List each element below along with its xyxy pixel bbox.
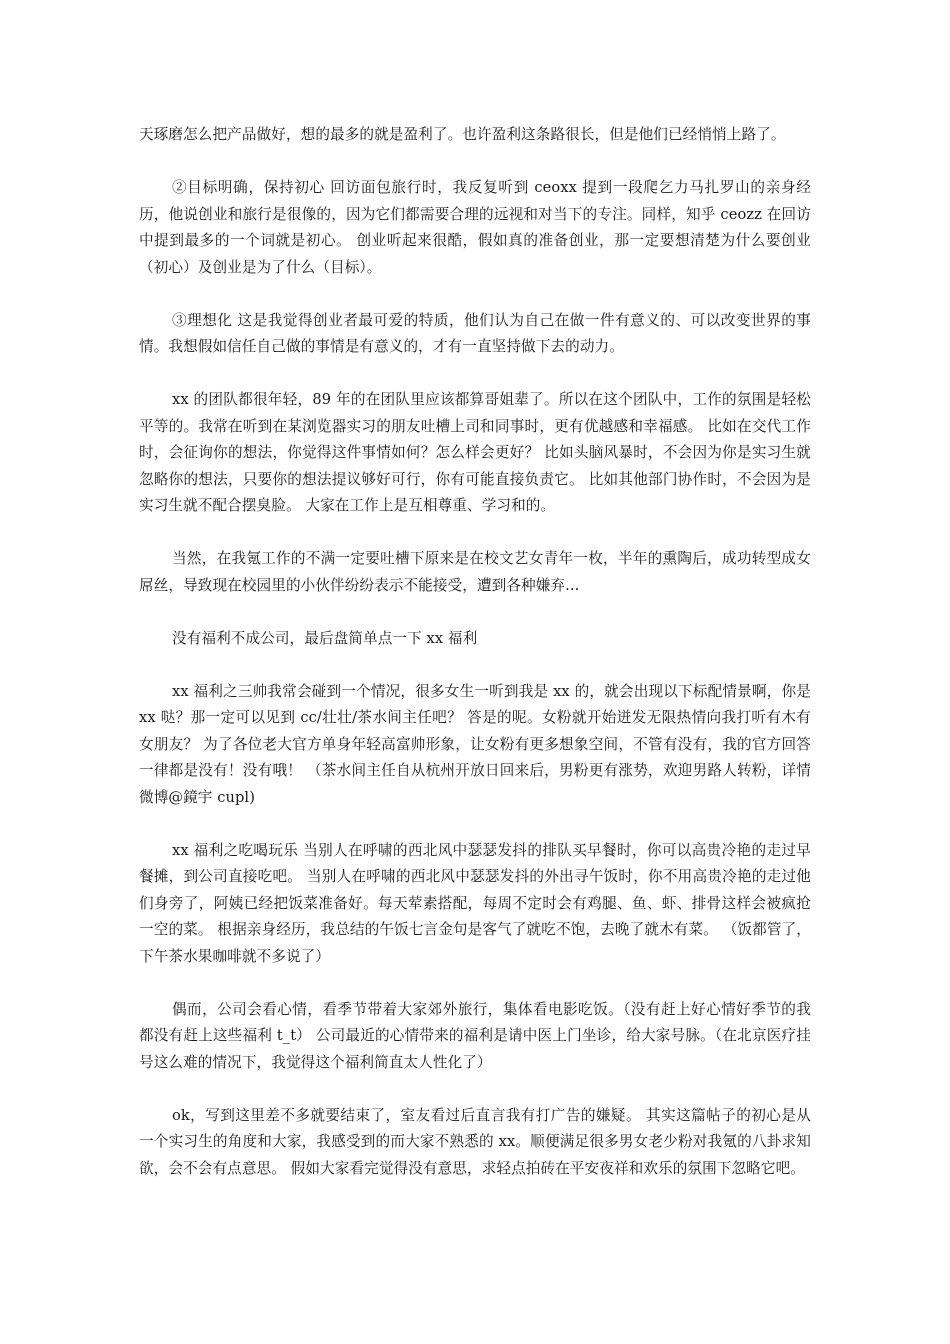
document-body — [139, 122, 811, 1209]
paragraph-welfare-intro: 没有福利不成公司，最后盘简单点一下 xx 福利 — [172, 629, 478, 647]
paragraph-closing: ok，写到这里差不多就要结束了，室友看过后直言我有打广告的嫌疑。 其实这篇帖子的初心是从一个实习生的角度和大家，我感受到的而大家不熟悉的 xx。顺便满足很多男女老少粉对我氪的八卦求知欲，会不会有点意思。 假如大家看完觉得没有意思，求轻点拍砖在平安夜祥和欢乐的氛围下忽略它吧。 — [139, 1106, 811, 1177]
paragraph-welfare-trips: 偶而，公司会看心情，看季节带着大家郊外旅行，集体看电影吃饭。（没有赶上好心情好季节的我都没有赶上这些福利 t_t） 公司最近的心情带来的福利是请中医上门坐诊，给大家号脉。（在北京医疗挂号这么难的情况下，我觉得这个福利简直太人性化了） — [139, 1000, 811, 1071]
paragraph-welfare-handsome: xx 福利之三帅我常会碰到一个情况，很多女生一听到我是 xx 的，就会出现以下标配情景啊，你是 xx 哒？那一定可以见到 cc/壮壮/茶水间主任吧？ 答是的呢。女粉就开始迸发无限热情向我打听有木有女朋友？ 为了各位老大官方单身年轻高富帅形象，让女粉有更多想象空间，不管有没有，我的官方回答一律都是没有！没有哦！ （茶水间主任自从杭州开放日回来后，男粉更有涨势，欢迎男路人转粉，详情微博@鏡宇 cupl) — [139, 682, 811, 806]
paragraph-welfare-food: xx 福利之吃喝玩乐 当别人在呼啸的西北风中瑟瑟发抖的排队买早餐时，你可以高贵冷艳的走过早餐摊，到公司直接吃吧。 当别人在呼啸的西北风中瑟瑟发抖的外出寻午饭时，你不用高贵冷艳的走过他们身旁了，阿姨已经把饭菜准备好。每天荤素搭配，每周不定时会有鸡腿、鱼、虾、排骨这样会被疯抢一空的菜。 根据亲身经历，我总结的午饭七言金句是客气了就吃不饱，去晚了就木有菜。 （饭都管了，下午茶水果咖啡就不多说了） — [139, 841, 811, 965]
paragraph-complaint: 当然，在我氪工作的不满一定要吐槽下原来是在校文艺女青年一枚，半年的熏陶后，成功转型成女屌丝，导致现在校园里的小伙伴纷纷表示不能接受，遭到各种嫌弃... — [139, 550, 811, 594]
paragraph-continued: 天琢磨怎么把产品做好，想的最多的就是盈利了。也许盈利这条路很长，但是他们已经悄悄上路了。 — [139, 126, 786, 143]
paragraph-team: xx 的团队都很年轻，89 年的在团队里应该都算哥姐辈了。所以在这个团队中，工作的氛围是轻松平等的。我常在听到在某浏览器实习的朋友吐槽上司和同事时，更有优越感和幸福感。 比如在交代工作时，会征询你的想法，你觉得这件事情如何？怎么样会更好？ 比如头脑风暴时，不会因为你是实习生就忽略你的想法，只要你的想法提议够好可行，你有可能直接负责它。 比如其他部门协作时，不会因为是实习生就不配合摆臭脸。 大家在工作上是互相尊重、学习和的。 — [139, 391, 811, 514]
paragraph-goal: ②目标明确，保持初心 回访面包旅行时，我反复听到 ceoxx 提到一段爬乞力马扎罗山的亲身经历，他说创业和旅行是很像的，因为它们都需要合理的远视和对当下的专注。同样，知乎 ceozz 在回访中提到最多的一个词就是初心。 创业听起来很酷，假如真的准备创业，那一定要想清楚为什么要创业（初心）及创业是为了什么（目标）。 — [139, 179, 811, 276]
paragraph-idealism: ③理想化 这是我觉得创业者最可爱的特质，他们认为自己在做一件有意义的、可以改变世界的事情。我想假如信任自己做的事情是有意义的，才有一直坚持做下去的动力。 — [139, 311, 811, 355]
